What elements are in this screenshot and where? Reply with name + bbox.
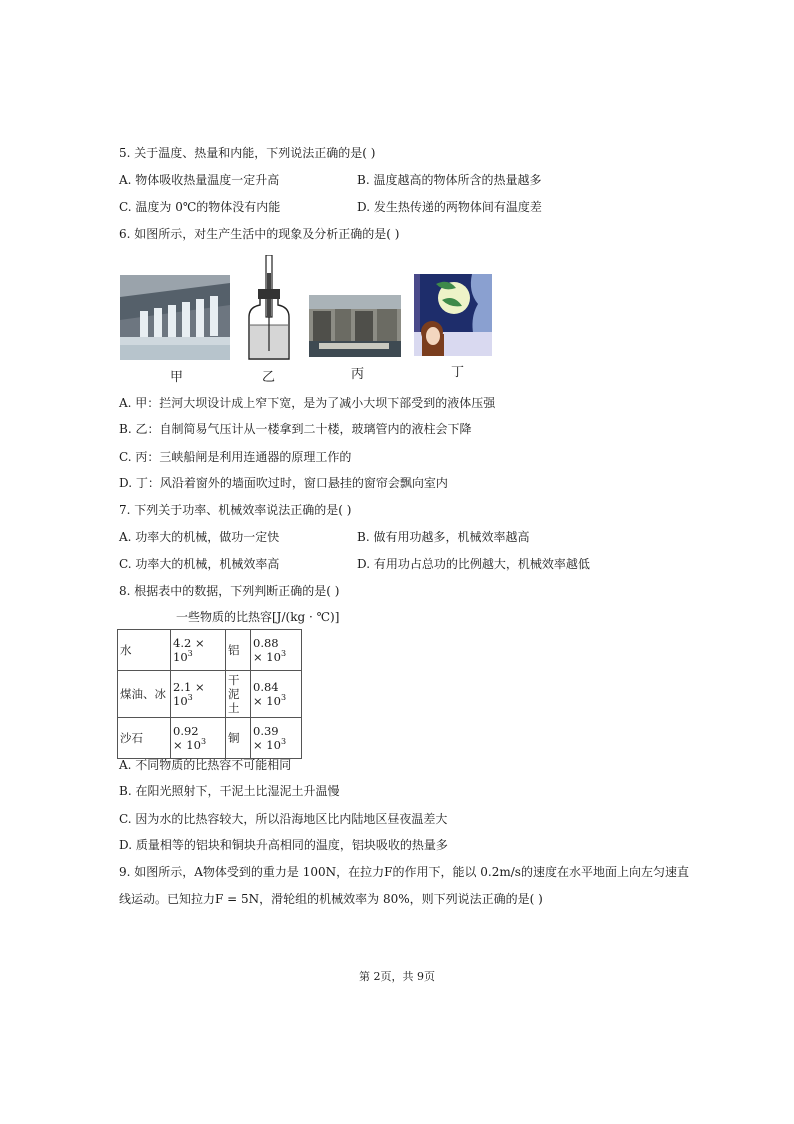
- q8-option-a: A. 不同物质的比热容不可能相同: [119, 758, 292, 772]
- table-cell: 干泥土: [226, 671, 251, 718]
- q6-option-d: D. 丁：风沿着窗外的墙面吹过时，窗口悬挂的窗帘会飘向室内: [119, 476, 448, 490]
- table-cell: 0.92 × $10^3$: [171, 718, 226, 759]
- table-cell: 水: [118, 630, 171, 671]
- table-cell: 铝: [226, 630, 251, 671]
- table-title: 一些物质的比热容[J/(kg · ℃)]: [176, 610, 340, 624]
- q7-option-b: B. 做有用功越多，机械效率越高: [357, 530, 530, 544]
- table-cell: 铜: [226, 718, 251, 759]
- q5-option-c: C. 温度为 0℃的物体没有内能: [119, 200, 281, 214]
- q8-stem: 8. 根据表中的数据，下列判断正确的是( ): [119, 584, 340, 598]
- q9-stem-line1: 9. 如图所示，A物体受到的重力是 100N，在拉力F的作用下，能以 0.2m/s的速度在水平地面上向左匀速直: [119, 865, 689, 879]
- q7-option-a: A. 功率大的机械，做功一定快: [119, 530, 280, 544]
- table-cell: 0.88 × $10^3$: [251, 630, 302, 671]
- figure-label-bing: 丙: [351, 367, 365, 382]
- q7-stem: 7. 下列关于功率、机械效率说法正确的是( ): [119, 503, 352, 517]
- q8-option-c: C. 因为水的比热容较大，所以沿海地区比内陆地区昼夜温差大: [119, 812, 448, 826]
- figure-window-curtain: [414, 274, 492, 356]
- q8-option-b: B. 在阳光照射下，干泥土比湿泥土升温慢: [119, 784, 340, 798]
- q5-option-a: A. 物体吸收热量温度一定升高: [119, 173, 280, 187]
- figure-label-yi: 乙: [262, 370, 276, 385]
- figure-barometer: [244, 255, 294, 361]
- table-row: [118, 718, 302, 759]
- q9-stem-line2: 线运动。已知拉力F = 5N，滑轮组的机械效率为 80%，则下列说法正确的是( ): [119, 892, 543, 906]
- page-number: 第 2页，共 9页: [359, 970, 435, 983]
- figure-ship-lock: [309, 295, 401, 357]
- table-row: [118, 630, 302, 671]
- table-cell: $4.2 \times 10^3$: [171, 630, 226, 671]
- q7-option-c: C. 功率大的机械，机械效率高: [119, 557, 280, 571]
- q5-stem: 5. 关于温度、热量和内能，下列说法正确的是( ): [119, 146, 376, 160]
- q5-option-d: D. 发生热传递的两物体间有温度差: [357, 200, 542, 214]
- q6-option-c: C. 丙：三峡船闸是利用连通器的原理工作的: [119, 450, 352, 464]
- figure-dam: [120, 275, 230, 360]
- figure-label-jia: 甲: [170, 370, 184, 385]
- table-row: [118, 671, 302, 718]
- figure-label-ding: 丁: [451, 365, 465, 380]
- q5-option-b: B. 温度越高的物体所含的热量越多: [357, 173, 542, 187]
- table-cell: 煤油、冰: [118, 671, 171, 718]
- specific-heat-table: [117, 629, 302, 759]
- q6-stem: 6. 如图所示，对生产生活中的现象及分析正确的是( ): [119, 227, 400, 241]
- table-cell: 沙石: [118, 718, 171, 759]
- table-cell: 0.39 × $10^3$: [251, 718, 302, 759]
- q7-option-d: D. 有用功占总功的比例越大，机械效率越低: [357, 557, 590, 571]
- table-cell: 0.84 × $10^3$: [251, 671, 302, 718]
- q6-option-b: B. 乙：自制简易气压计从一楼拿到二十楼，玻璃管内的液柱会下降: [119, 422, 472, 436]
- q8-option-d: D. 质量相等的铝块和铜块升高相同的温度，铝块吸收的热量多: [119, 838, 448, 852]
- table-cell: $2.1 \times 10^3$: [171, 671, 226, 718]
- q6-option-a: A. 甲：拦河大坝设计成上窄下宽，是为了减小大坝下部受到的液体压强: [119, 396, 496, 410]
